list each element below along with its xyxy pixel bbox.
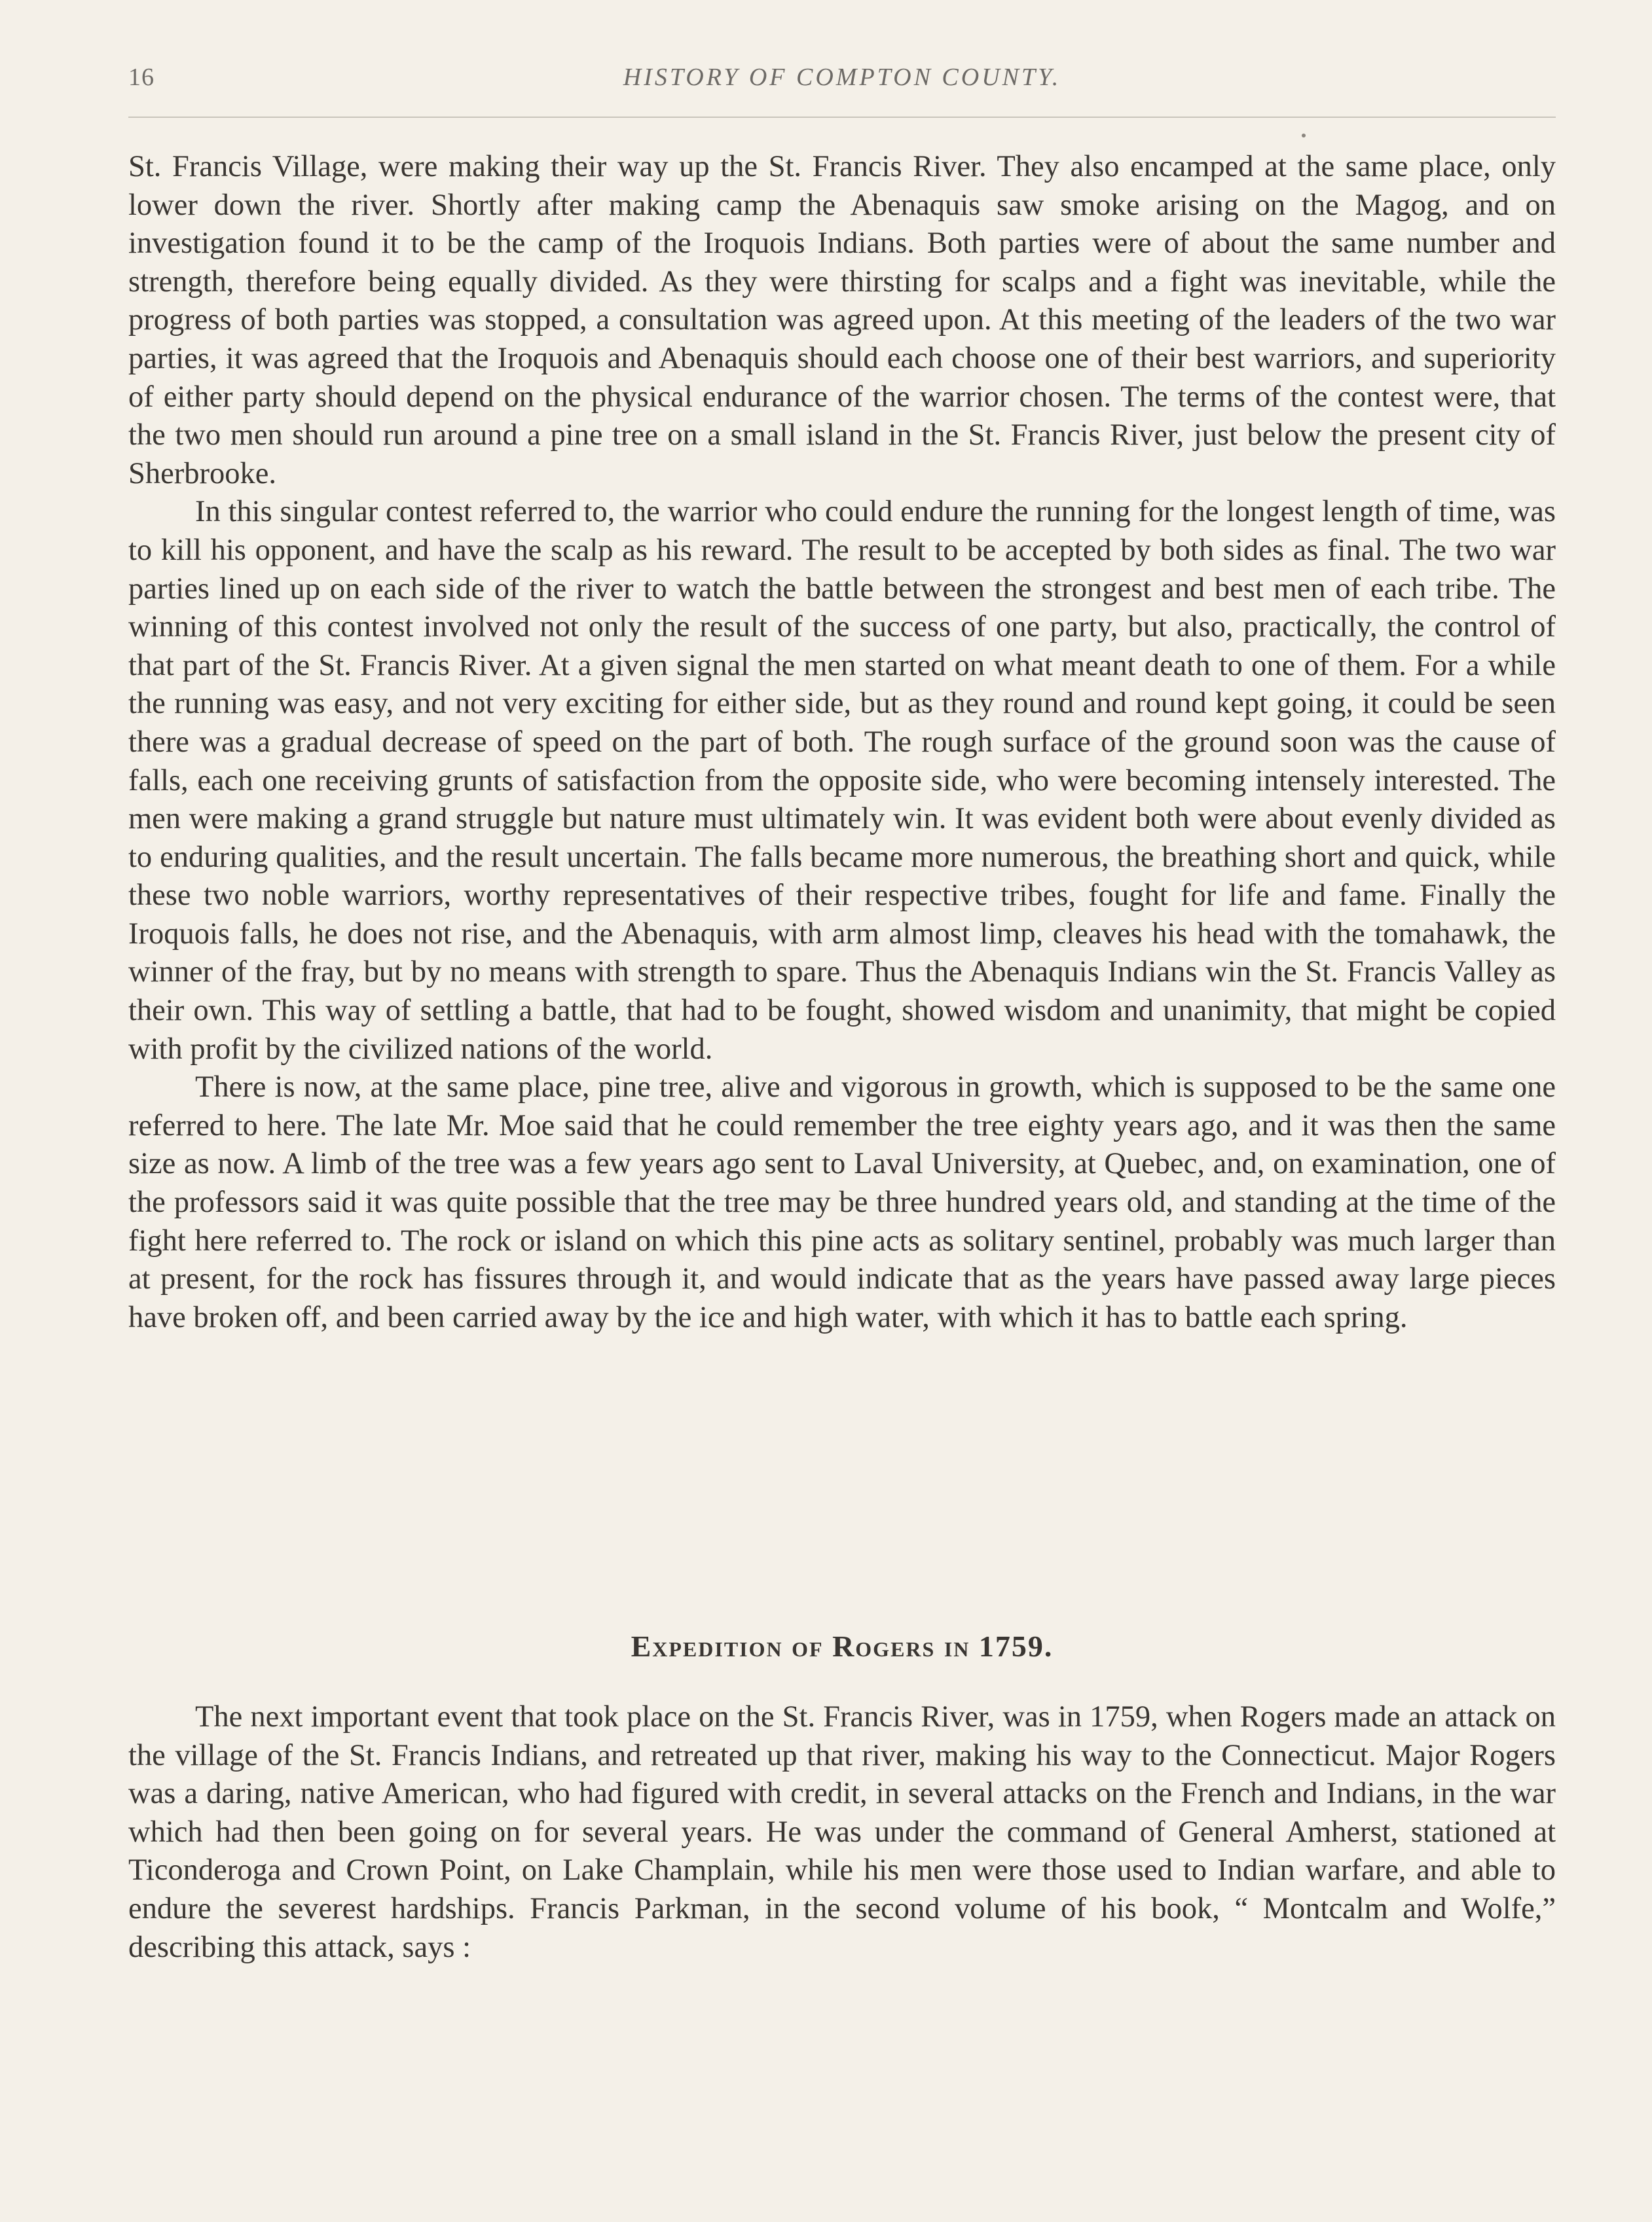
paragraph-continued: St. Francis Village, were making their way up the St. Francis River. They also encamped at the same place, only lower down the river. Shortly after making camp the Abenaquis saw smoke arising on the Magog, and on investigation found it to be the camp of the Iroquois Indians. Both parties were of about the same number and strength, therefore being equally divided. As they were thirsting for scalps and a fight was inevitable, while the progress of both parties was stopped, a consultation was agreed upon. At this meeting of the leaders of the two war parties, it was agreed that the Iroquois and Abenaquis should each choose one of their best warriors, and superiority of either party should depend on the physical endurance of the warrior chosen. The terms of the contest were, that the two men should run around a pine tree on a small island in the St. Francis River, just below the present city of Sherbrooke. (128, 150, 1556, 490)
body-text (128, 148, 1556, 1337)
page-number: 16 (128, 64, 155, 91)
section-heading-text: Expedition of Rogers in 1759. (631, 1630, 1054, 1663)
running-title: HISTORY OF COMPTON COUNTY. (623, 64, 1061, 91)
section-body (128, 1698, 1556, 1967)
paragraph-contest: In this singular contest referred to, the warrior who could endure the running for the longest length of time, was to kill his opponent, and have the scalp as his reward. The result to be accepted by both sides as final. The two war parties lined up on each side of the river to watch the battle between the strongest and best men of each tribe. The winning of this contest involved not only the result of the success of one party, but also, practically, the control of that part of the St. Francis River. At a given signal the men started on what meant death to one of them. For a while the running was easy, and not very exciting for either side, but as they round and round kept going, it could be seen there was a gradual decrease of speed on the part of both. The rough surface of the ground soon was the cause of falls, each one receiving grunts of satisfaction from the opposite side, who were becoming intensely interested. The men were making a grand struggle but nature must ultimately win. It was evident both were about evenly divided as to enduring qualities, and the result uncertain. The falls became more numerous, the breathing short and quick, while these two noble warriors, worthy representatives of their respective tribes, fought for life and fame. Finally the Iroquois falls, he does not rise, and the Abenaquis, with arm almost limp, cleaves his head with the tomahawk, the winner of the fray, but by no means with strength to spare. Thus the Abenaquis Indians win the St. Francis Valley as their own. This way of settling a battle, that had to be fought, showed wisdom and unanimity, that might be copied with profit by the civilized nations of the world. (128, 495, 1556, 1066)
section-heading (128, 1629, 1556, 1664)
paragraph-pine-tree: There is now, at the same place, pine tree, alive and vigorous in growth, which is supposed to be the same one referred to here. The late Mr. Moe said that he could remember the tree eighty years ago, and it was then the same size as now. A limb of the tree was a few years ago sent to Laval University, at Quebec, and, on examination, one of the professors said it was quite possible that the tree may be three hundred years old, and standing at the time of the fight here referred to. The rock or island on which this pine acts as solitary sentinel, probably was much larger than at present, for the rock has fissures through it, and would indicate that as the years have passed away large pieces have broken off, and been carried away by the ice and high water, with which it has to battle each spring. (128, 1070, 1556, 1334)
paragraph-rogers: The next important event that took place on the St. Francis River, was in 1759, when Rogers made an attack on the village of the St. Francis Indians, and retreated up that river, making his way to the Connecticut. Major Rogers was a daring, native American, who had figured with credit, in several attacks on the French and Indians, in the war which had then been going on for several years. He was under the command of General Amherst, stationed at Ticonderoga and Crown Point, on Lake Champlain, while his men were those used to Indian warfare, and able to endure the severest hardships. Francis Parkman, in the second volume of his book, “ Montcalm and Wolfe,” describing this attack, says : (128, 1700, 1556, 1964)
running-head (128, 63, 1556, 102)
print-speck (1302, 134, 1306, 137)
header-rule (128, 117, 1556, 118)
